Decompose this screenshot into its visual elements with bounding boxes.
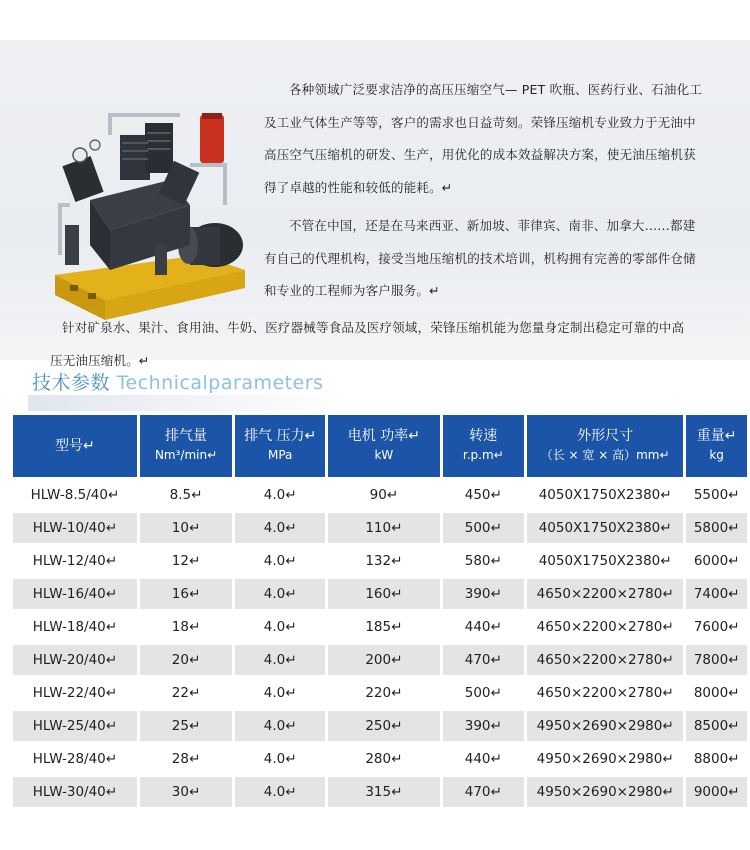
p1-line-3: 高压空气压缩机的研发、生产，用优化的成本效益解决方案，使无油压缩机获 [264,147,696,162]
cell-model: HLW-30/40↵ [13,777,137,807]
cell-displacement: 28↵ [140,744,232,774]
cell-displacement: 10↵ [140,513,232,543]
cell-speed: 500↵ [443,513,524,543]
cell-motor-power: 220↵ [328,678,439,708]
p1-line-2: 及工业气体生产等等，客户的需求也日益苛刻。荣锋压缩机专业致力于无油中 [264,114,696,130]
intro-paragraph-2 [264,210,704,308]
cell-weight: 9000↵ [686,777,747,807]
table-row [13,612,747,642]
cell-pressure: 4.0↵ [235,744,325,774]
cell-speed: 450↵ [443,480,524,510]
header-speed: 转速 r.p.m↵ [443,415,524,477]
cell-speed: 500↵ [443,678,524,708]
cell-motor-power: 160↵ [328,579,439,609]
cell-speed: 470↵ [443,645,524,675]
header-pressure: 排气 压力↵ MPa [235,415,325,477]
table-row [13,579,747,609]
cell-motor-power: 185↵ [328,612,439,642]
cell-speed: 440↵ [443,612,524,642]
intro-paragraph-1 [264,74,704,204]
table-row [13,711,747,741]
p3-line-2: 压无油压缩机。↵ [50,352,150,368]
cell-motor-power: 132↵ [328,546,439,576]
cell-model: HLW-22/40↵ [13,678,137,708]
table-row [13,546,747,576]
cell-dimensions: 4050X1750X2380↵ [527,546,683,576]
cell-model: HLW-18/40↵ [13,612,137,642]
cell-speed: 390↵ [443,579,524,609]
cell-dimensions: 4650×2200×2780↵ [527,612,683,642]
cell-motor-power: 250↵ [328,711,439,741]
cell-model: HLW-28/40↵ [13,744,137,774]
cell-model: HLW-20/40↵ [13,645,137,675]
cell-pressure: 4.0↵ [235,645,325,675]
section-title-en: Technicalparameters [116,372,324,394]
cell-pressure: 4.0↵ [235,612,325,642]
cell-motor-power: 200↵ [328,645,439,675]
cell-weight: 5500↵ [686,480,747,510]
cell-weight: 8000↵ [686,678,747,708]
cell-displacement: 12↵ [140,546,232,576]
intro-panel [0,40,750,368]
cell-displacement: 8.5↵ [140,480,232,510]
spec-table [10,412,750,810]
cell-motor-power: 280↵ [328,744,439,774]
p2-line-1: 不管在中国，还是在马来西亚、新加坡、菲律宾、南非、加拿大……都建 [289,218,696,233]
table-row [13,777,747,807]
p1-line-1: 各种领域广泛要求洁净的高压压缩空气— PET 吹瓶、医药行业、石油化工 [289,82,703,97]
cell-dimensions: 4050X1750X2380↵ [527,513,683,543]
cell-displacement: 30↵ [140,777,232,807]
cell-speed: 580↵ [443,546,524,576]
table-row [13,678,747,708]
cell-weight: 8800↵ [686,744,747,774]
section-title [32,368,324,395]
cell-weight: 7800↵ [686,645,747,675]
table-row [13,645,747,675]
cell-model: HLW-8.5/40↵ [13,480,137,510]
cell-weight: 7600↵ [686,612,747,642]
cell-pressure: 4.0↵ [235,711,325,741]
p2-line-2: 有自己的代理机构，接受当地压缩机的技术培训，机构拥有完善的零部件仓储 [264,250,696,266]
cell-weight: 7400↵ [686,579,747,609]
cell-model: HLW-12/40↵ [13,546,137,576]
p1-line-4: 得了卓越的性能和较低的能耗。↵ [264,179,453,195]
cell-dimensions: 4950×2690×2980↵ [527,777,683,807]
top-band [0,0,750,40]
table-row [13,480,747,510]
header-model: 型号↵ [13,415,137,477]
section-title-shadow [28,395,348,411]
cell-displacement: 25↵ [140,711,232,741]
cell-motor-power: 315↵ [328,777,439,807]
cell-dimensions: 4950×2690×2980↵ [527,711,683,741]
cell-model: HLW-10/40↵ [13,513,137,543]
p2-line-3: 和专业的工程师为客户服务。↵ [264,283,440,298]
cell-weight: 5800↵ [686,513,747,543]
cell-speed: 470↵ [443,777,524,807]
cell-motor-power: 110↵ [328,513,439,543]
header-weight: 重量↵ kg [686,415,747,477]
cell-pressure: 4.0↵ [235,777,325,807]
cell-model: HLW-16/40↵ [13,579,137,609]
table-row [13,744,747,774]
cell-speed: 440↵ [443,744,524,774]
header-dimensions: 外形尺寸 （长 × 宽 × 高）mm↵ [527,415,683,477]
cell-dimensions: 4650×2200×2780↵ [527,678,683,708]
table-row [13,513,747,543]
spec-table-header-row [13,415,747,477]
cell-displacement: 18↵ [140,612,232,642]
cell-dimensions: 4650×2200×2780↵ [527,645,683,675]
cell-displacement: 22↵ [140,678,232,708]
cell-dimensions: 4950×2690×2980↵ [527,744,683,774]
cell-pressure: 4.0↵ [235,513,325,543]
cell-motor-power: 90↵ [328,480,439,510]
header-motor-power: 电机 功率↵ kW [328,415,439,477]
cell-displacement: 16↵ [140,579,232,609]
cell-pressure: 4.0↵ [235,678,325,708]
spec-table-body [13,480,747,807]
compressor-image [50,105,250,325]
cell-pressure: 4.0↵ [235,480,325,510]
cell-dimensions: 4050X1750X2380↵ [527,480,683,510]
cell-pressure: 4.0↵ [235,546,325,576]
cell-weight: 8500↵ [686,711,747,741]
cell-pressure: 4.0↵ [235,579,325,609]
header-displacement: 排气量 Nm³/min↵ [140,415,232,477]
cell-displacement: 20↵ [140,645,232,675]
cell-weight: 6000↵ [686,546,747,576]
cell-dimensions: 4650×2200×2780↵ [527,579,683,609]
cell-speed: 390↵ [443,711,524,741]
cell-model: HLW-25/40↵ [13,711,137,741]
section-title-cn: 技术参数 [32,372,111,394]
p3-line-1: 针对矿泉水、果汁、食用油、牛奶、医疗器械等食品及医疗领域，荣锋压缩机能为您量身定制出稳定可靠的中高 [62,320,685,335]
